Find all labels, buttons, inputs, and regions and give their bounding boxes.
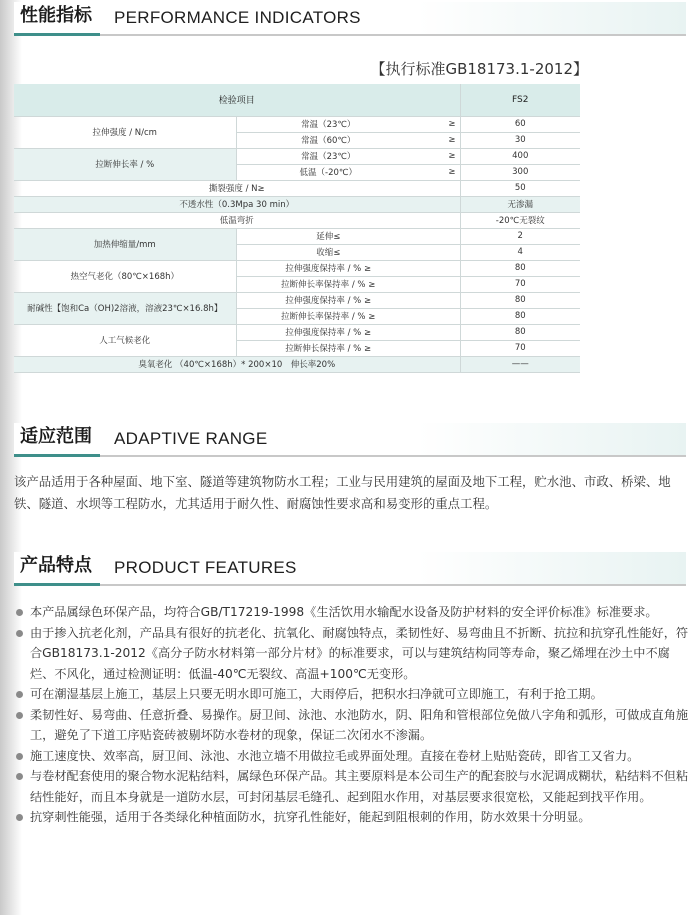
row-value: 400 xyxy=(460,148,580,164)
row-condition: 常温（60℃） xyxy=(236,132,420,148)
row-operator: ≥ xyxy=(420,148,460,164)
row-label: 耐碱性【饱和Ca（OH)2溶液，溶液23℃×16.8h】 xyxy=(14,292,236,324)
row-value: 60 xyxy=(460,116,580,132)
row-value: —— xyxy=(460,356,580,372)
row-condition: 延伸≤ xyxy=(236,228,420,244)
row-operator xyxy=(420,244,460,260)
table-header-row xyxy=(14,84,580,116)
table-row xyxy=(14,116,580,132)
features-list xyxy=(14,602,690,828)
row-condition: 常温（23℃） xyxy=(236,148,420,164)
row-condition: 收缩≤ xyxy=(236,244,420,260)
row-condition: 拉断伸长保持率 / % ≥ xyxy=(236,340,420,356)
row-value: 80 xyxy=(460,292,580,308)
feature-item xyxy=(14,623,690,685)
bullet-icon xyxy=(16,773,23,780)
table-row xyxy=(14,196,580,212)
feature-item xyxy=(14,684,690,705)
row-value: 70 xyxy=(460,276,580,292)
table-row xyxy=(14,180,580,196)
row-operator xyxy=(420,260,460,276)
row-operator xyxy=(420,308,460,324)
row-label: 加热伸缩量/mm xyxy=(14,228,236,260)
row-condition: 常温（23℃） xyxy=(236,116,420,132)
row-operator xyxy=(420,292,460,308)
row-operator xyxy=(420,324,460,340)
adaptive-title-cn: 适应范围 xyxy=(14,422,100,457)
table-row xyxy=(14,212,580,228)
row-value: 50 xyxy=(460,180,580,196)
performance-table xyxy=(14,84,580,373)
adaptive-title-en: ADAPTIVE RANGE xyxy=(114,429,268,448)
bullet-icon xyxy=(16,691,23,698)
performance-title-cn: 性能指标 xyxy=(14,1,100,36)
row-operator: ≥ xyxy=(420,132,460,148)
row-operator xyxy=(420,228,460,244)
bullet-icon xyxy=(16,753,23,760)
bullet-icon xyxy=(16,609,23,616)
bullet-icon xyxy=(16,814,23,821)
features-title-en: PRODUCT FEATURES xyxy=(114,558,297,577)
row-condition: 拉断伸长率保持率 / % ≥ xyxy=(236,276,420,292)
feature-item xyxy=(14,807,690,828)
row-operator: ≥ xyxy=(420,164,460,180)
table-row xyxy=(14,292,580,308)
feature-text: 本产品属绿色环保产品，均符合GB/T17219-1998《生活饮用水输配水设备及防护材料的安全评价标准》标准要求。 xyxy=(30,605,658,619)
row-label: 拉断伸长率 / % xyxy=(14,148,236,180)
header-item: 检验项目 xyxy=(14,84,460,116)
row-label: 人工气候老化 xyxy=(14,324,236,356)
row-operator xyxy=(420,276,460,292)
row-operator xyxy=(420,340,460,356)
features-title-cn: 产品特点 xyxy=(14,551,100,586)
feature-item xyxy=(14,705,690,746)
row-value: 80 xyxy=(460,324,580,340)
feature-text: 可在潮湿基层上施工，基层上只要无明水即可施工，大雨停后，把积水扫净就可立即施工，有利于抢工期。 xyxy=(30,687,603,701)
table-row xyxy=(14,356,580,372)
feature-text: 与卷材配套使用的聚合物水泥粘结料，属绿色环保产品。其主要原料是本公司生产的配套胶与水泥调成糊状，粘结料不但粘结性能好，而且本身就是一道防水层，可封闭基层毛缝孔、起到阻水作用，对基层要求很宽松，又能起到找平作用。 xyxy=(30,769,689,804)
row-condition: 拉伸强度保持率 / % ≥ xyxy=(236,292,420,308)
row-label: 撕裂强度 / N≥ xyxy=(14,180,460,196)
adaptive-text: 该产品适用于各种屋面、地下室、隧道等建筑物防水工程；工业与民用建筑的屋面及地下工程，贮水池、市政、桥梁、地铁、隧道、水坝等工程防水，尤其适用于耐久性、耐腐蚀性要求高和易变形的重点工程。 xyxy=(14,474,671,511)
feature-text: 由于掺入抗老化剂，产品具有很好的抗老化、抗氧化、耐腐蚀特点，柔韧性好、易弯曲且不折断、抗拉和抗穿孔性能好，符合GB18173.1-2012《高分子防水材料第一部分片材》的标准要求，可以与建筑结构同等寿命，聚乙烯埋在沙土中不腐烂、不风化，通过检测证明：低温-40℃无裂纹、高温+100℃无变形。 xyxy=(30,625,689,681)
bullet-icon xyxy=(16,712,23,719)
bullet-icon xyxy=(16,630,23,637)
table-row xyxy=(14,228,580,244)
row-value: 无渗漏 xyxy=(460,196,580,212)
table-row xyxy=(14,148,580,164)
header-value: FS2 xyxy=(460,84,580,116)
row-value: 4 xyxy=(460,244,580,260)
feature-text: 施工速度快、效率高，厨卫间、泳池、水池立墙不用做拉毛或界面处理。直接在卷材上贴贴瓷砖，即省工又省力。 xyxy=(30,748,640,763)
performance-title-en: PERFORMANCE INDICATORS xyxy=(114,8,361,27)
row-value: -20℃无裂纹 xyxy=(460,212,580,228)
adaptive-section-header xyxy=(14,423,686,457)
row-condition: 拉断伸长率保持率 / % ≥ xyxy=(236,308,420,324)
feature-item xyxy=(14,746,690,767)
performance-section-header xyxy=(14,2,686,36)
feature-item xyxy=(14,766,690,807)
row-condition: 低温（-20℃） xyxy=(236,164,420,180)
row-value: 300 xyxy=(460,164,580,180)
standard-label: 【执行标准GB18173.1-2012】 xyxy=(370,60,588,78)
feature-text: 柔韧性好、易弯曲、任意折叠、易操作。厨卫间、泳池、水池防水，阴、阳角和管根部位免做八字角和弧形，可做成直角施工，避免了下道工序贴瓷砖被剔坏防水卷材的现象，保证二次闭水不渗漏。 xyxy=(30,707,689,742)
row-value: 80 xyxy=(460,308,580,324)
row-value: 70 xyxy=(460,340,580,356)
table-row xyxy=(14,260,580,276)
row-value: 2 xyxy=(460,228,580,244)
features-section-header xyxy=(14,552,686,586)
row-operator: ≥ xyxy=(420,116,460,132)
row-label: 热空气老化（80℃×168h） xyxy=(14,260,236,292)
row-value: 80 xyxy=(460,260,580,276)
feature-item xyxy=(14,602,690,623)
row-label: 不透水性（0.3Mpa 30 min） xyxy=(14,196,460,212)
row-condition: 拉伸强度保持率 / % ≥ xyxy=(236,260,420,276)
row-label: 臭氧老化 （40℃×168h）* 200×10 伸长率20% xyxy=(14,356,460,372)
row-label: 拉伸强度 / N/cm xyxy=(14,116,236,148)
feature-text: 抗穿刺性能强，适用于各类绿化种植面防水，抗穿孔性能好，能起到阻根刺的作用，防水效果十分明显。 xyxy=(30,810,591,824)
row-condition: 拉伸强度保持率 / % ≥ xyxy=(236,324,420,340)
row-value: 30 xyxy=(460,132,580,148)
table-row xyxy=(14,324,580,340)
row-label: 低温弯折 xyxy=(14,212,460,228)
